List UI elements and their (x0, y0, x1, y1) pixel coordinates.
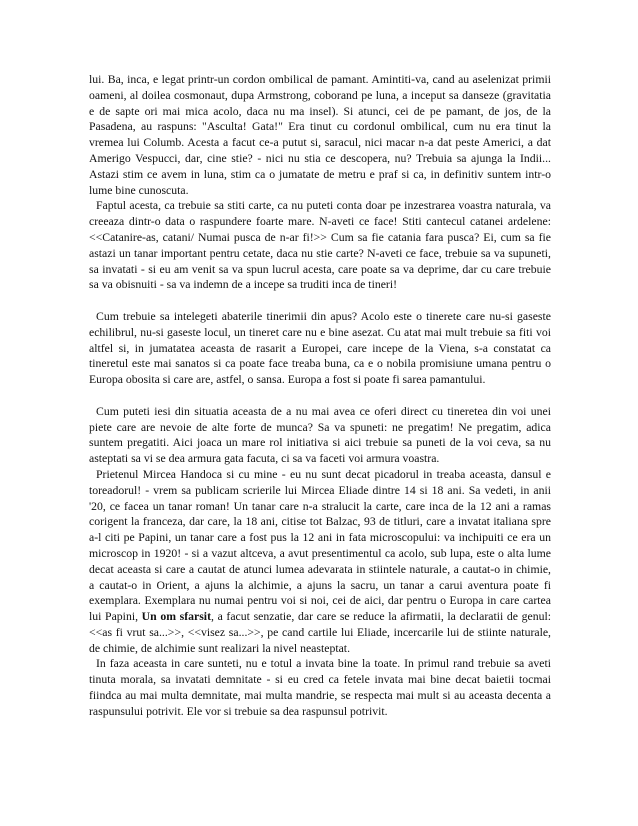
book-title: Un om sfarsit (141, 610, 211, 624)
paragraph-2: Faptul acesta, ca trebuie sa stiti carte, ca nu puteti conta doar pe inzestrarea voastra naturala, va creeaza dintr-o data o raspundere foarte mare. N-aveti ce face! Stiti cantecul catanei ardelene: <<Catanire-as, catani/ Numai pusca de n-ar fi!>> Cum sa fie catania fara pusca? Ei, cum sa fie astazi un tanar important pentru cetate, daca nu stie carte? N-aveti ce face, trebuie sa va supuneti, sa invatati - si eu am venit sa va spun lucrul acesta, care poate sa va deprime, dar cu care trebuie sa va obisnuiti - sa va indemn de a incepe sa truditi inca de tineri! (89, 199, 551, 292)
paragraph-5-text-after: , a facut senzatie, dar care se reduce la afirmatii, la declaratii de genul: <<as fi vrut sa...>>, <<visez sa...>>, pe cand cartile lui Eliade, incercarile lui de stiinte naturale, de chimie, de alchimie sunt realizari la nivel neasteptat. (89, 610, 551, 655)
document-page (89, 72, 551, 720)
paragraph-4: Cum puteti iesi din situatia aceasta de a nu mai avea ce oferi direct cu tineretea din voi unei piete care are nevoie de alte forte de munca? Sa va spuneti: ne pregatim! Ne pregatim, adica suntem pregatiti. Aici joaca un mare rol initiativa si aici trebuie sa puneti de la voi ceva, sa nu asteptati sa vi se dea armura gata facuta, ci sa va faceti voi armura voastra. (89, 404, 551, 466)
paragraph-5 (89, 467, 551, 657)
paragraph-6: In faza aceasta in care sunteti, nu e totul a invata bine la toate. In primul rand trebuie sa aveti tinuta morala, sa invatati demnitate - si eu cred ca fetele invata mai bine decat baietii tocmai fiindca au mai multa demnitate, mai multa mandrie, se respecta mai mult si au aceasta decenta a raspunsului potrivit. Ele vor si trebuie sa dea raspunsul potrivit. (89, 657, 551, 718)
paragraph-5-text-before: Prietenul Mircea Handoca si cu mine - eu nu sunt decat picadorul in treaba aceasta, dansul e toreadorul! - vrem sa publicam scrierile lui Mircea Eliade dintre 14 si 18 ani. Sa vedeti, in anii '20, ce facea un tanar roman! Un tanar care n-a stralucit la carte, care inca de la 12 ani a ramas corigent la franceza, dar care, la 18 ani, citise tot Balzac, 93 de titluri, care a invatat italiana spre a-l citi pe Papini, un tanar care a fost pus la 12 ani in fata microscopului: va inchipuiti ce era un microscop in 1920! - si a vazut altceva, a avut presentimentul ca acolo, sub lupa, este o alta lume decat aceasta si care a cautat de atunci lumea adevarata in stiintele naturale, a cautat-o in chimie, a cautat-o in Orient, a ajuns la alchimie, a ajuns la sacru, un tanar a carui aventura poate fi exemplara. Exemplara nu numai pentru voi si noi, cei de aici, dar pentru o Europa in care cartea lui Papini, (89, 467, 551, 624)
paragraph-3: Cum trebuie sa intelegeti abaterile tinerimii din apus? Acolo este o tinerete care nu-si gaseste echilibrul, nu-si gaseste locul, un tineret care nu e bine asezat. Cu atat mai mult trebuie sa fiti voi altfel si, in jumatatea aceasta de rasarit a Europei, care incepe de la Viena, s-a constatat ca tineretul este mai sanatos si ca poate face treaba buna, ca e o nobila promisiune umana pentru o Europa obosita si care are, astfel, o sansa. Europa a fost si poate fi sarea pamantului. (89, 309, 551, 387)
paragraph-1: lui. Ba, inca, e legat printr-un cordon ombilical de pamant. Amintiti-va, cand au aselenizat primii oameni, al doilea cosmonaut, dupa Armstrong, coborand pe luna, a inceput sa danseze (gravitatia e de sapte ori mai mica acolo, daca nu ma insel). Si atunci, cei de pe pamant, de jos, de la Pasadena, au raspuns: "Asculta! Gata!" Era tinut cu cordonul ombilical, cum nu era tinut la vremea lui Columb. Acesta a facut ce-a putut si, saracul, nici macar n-a dat peste Americi, a dat Amerigo Vespucci, dar, cine stie? - nici nu stia ce descopera, nu? Trebuia sa ajunga la Indii... Astazi stim ce avem in luna, stim ca o jumatate de metru e praf si ca, in definitiv suntem intr-o lume bine cunoscuta. (89, 73, 551, 197)
